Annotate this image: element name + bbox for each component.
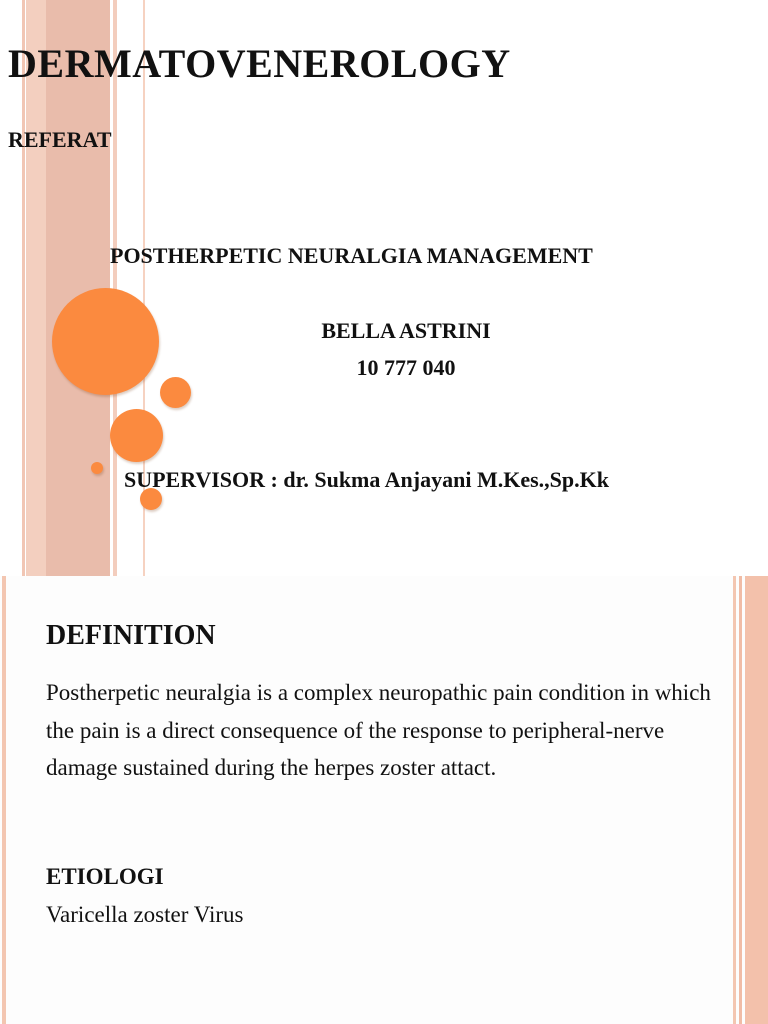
supervisor-name: dr. Sukma Anjayani M.Kes.,Sp.Kk — [283, 467, 609, 492]
decorative-circle-tiny — [91, 462, 103, 474]
author-id: 10 777 040 — [356, 355, 456, 380]
decorative-circle-small — [160, 377, 191, 408]
presentation-subtitle: REFERAT — [8, 127, 112, 152]
presentation-title: DERMATOVENEROLOGY — [8, 41, 511, 86]
decorative-stripe — [739, 576, 742, 1024]
etiology-text: Varicella zoster Virus — [46, 902, 244, 927]
definition-heading: DEFINITION — [46, 620, 216, 651]
supervisor-line — [124, 467, 609, 493]
definition-text: Postherpetic neuralgia is a complex neuropathic pain condition in which the pain is a direct consequence of the response to peripheral-nerve damage sustained during the herpes zoster attact. — [46, 680, 711, 780]
author-name: BELLA ASTRINI — [321, 318, 491, 343]
decorative-circle-large — [52, 288, 159, 395]
decorative-stripe — [745, 576, 768, 1024]
etiology-heading: ETIOLOGI — [46, 864, 164, 889]
decorative-circle-medium — [110, 409, 163, 462]
decorative-stripe — [733, 576, 736, 1024]
topic-title: POSTHERPETIC NEURALGIA MANAGEMENT — [110, 243, 593, 268]
supervisor-label: SUPERVISOR : — [124, 467, 278, 492]
decorative-stripe — [2, 576, 6, 1024]
definition-slide — [0, 576, 768, 1024]
